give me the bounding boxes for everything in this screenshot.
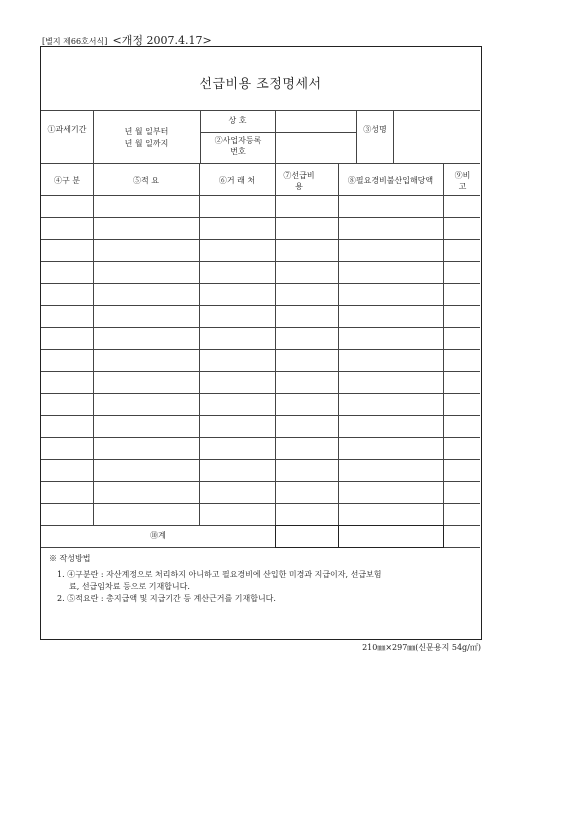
instructions-heading: ※ 작성방법 (49, 554, 91, 563)
col-header-prepaid: ⑦선급비용 (283, 171, 315, 191)
instruction-1: 1. ④구분란 : 자산계정으로 처리하지 아니하고 필요경비에 산입한 미경과 지급이자, 선급보험 (57, 570, 382, 579)
statement-form (40, 46, 482, 640)
total-prepaid-field[interactable] (275, 525, 339, 548)
col-header-category: ④구 분 (54, 176, 80, 185)
col-header-remarks: ⑨비고 (454, 171, 471, 191)
instruction-2: 2. ⑤적요란 : 총지급액 및 지급기간 등 계산근거를 기재합니다. (57, 594, 276, 603)
period-to: 년 월 일까지 (124, 139, 169, 148)
form-number: [별지 제66호서식] (42, 37, 108, 46)
instructions (49, 553, 474, 605)
company-name-field[interactable] (275, 114, 356, 130)
tax-period-label: ①과세기간 (47, 125, 87, 134)
period-from: 년 월 일부터 (124, 127, 169, 136)
form-title: 선급비용 조정명세서 (199, 77, 322, 92)
col-header-description: ⑤적 요 (133, 176, 159, 185)
name-field[interactable] (393, 114, 480, 161)
col-header-nondeductible: ⑧필요경비불산입해당액 (347, 176, 434, 185)
company-name-label: 상 호 (228, 116, 247, 125)
revision-date: <개정 2007.4.17> (112, 34, 212, 47)
paper-spec: 210㎜×297㎜(신문용지 54g/㎡) (362, 643, 481, 652)
instruction-1-cont: 료, 선급임차료 등으로 기재합니다. (69, 582, 190, 591)
total-nondeductible-field[interactable] (338, 525, 444, 548)
biz-reg-no-label: ②사업자등록번호 (214, 136, 262, 156)
total-label: ⑩계 (150, 531, 166, 540)
name-label: ③성명 (363, 125, 387, 134)
col-header-vendor: ⑥거 래 처 (218, 176, 256, 185)
biz-reg-no-field[interactable] (275, 135, 356, 161)
